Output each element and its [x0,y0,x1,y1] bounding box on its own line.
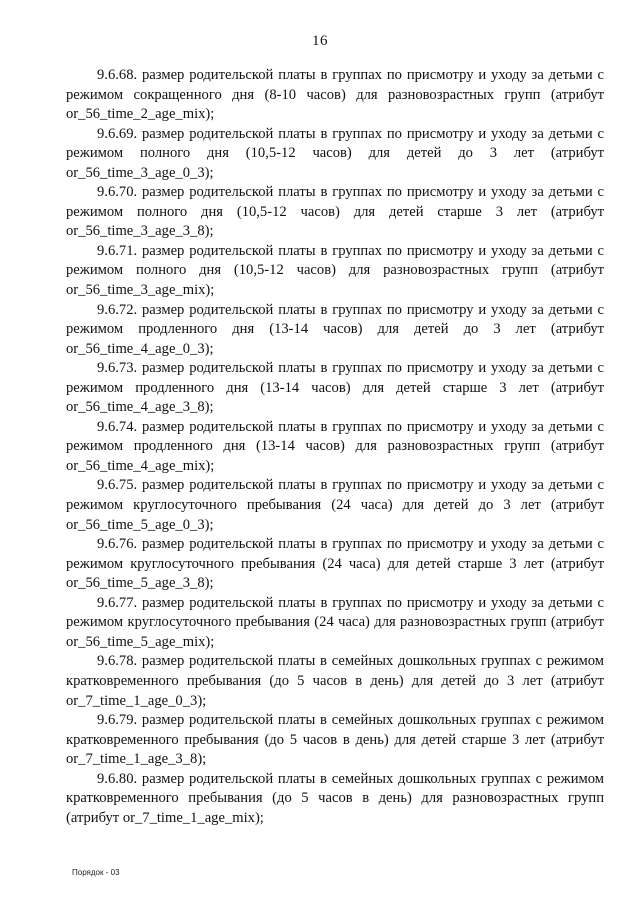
paragraph-9-6-69: 9.6.69. размер родительской платы в группах по присмотру и уходу за детьми с режимом полного дня (10,5-12 часов) для детей до 3 лет (атрибут or_56_time_3_age_0_3); [66,125,604,181]
paragraph-9-6-73: 9.6.73. размер родительской платы в группах по присмотру и уходу за детьми с режимом продленного дня (13-14 часов) для детей старше 3 лет (атрибут or_56_time_4_age_3_8); [66,360,604,416]
paragraph-9-6-77: 9.6.77. размер родительской платы в группах по присмотру и уходу за детьми с режимом круглосуточного пребывания (24 часа) для разновозрастных групп (атрибут or_56_time_5_age_mix); [66,594,604,650]
paragraph-9-6-71: 9.6.71. размер родительской платы в группах по присмотру и уходу за детьми с режимом полного дня (10,5-12 часов) для разновозрастных групп (атрибут or_56_time_3_age_mix); [66,242,604,299]
paragraph-9-6-78: 9.6.78. размер родительской платы в семейных дошкольных группах с режимом кратковременного пребывания (до 5 часов в день) для детей до 3 лет (атрибут or_7_time_1_age_0_3); [66,653,604,709]
paragraph-9-6-80: 9.6.80. размер родительской платы в семейных дошкольных группах с режимом кратковременного пребывания (до 5 часов в день) для разновозрастных групп (атрибут or_7_time_1_age_mix); [66,770,604,826]
paragraph-9-6-72: 9.6.72. размер родительской платы в группах по присмотру и уходу за детьми с режимом продленного дня (13-14 часов) для детей до 3 лет (атрибут or_56_time_4_age_0_3); [66,301,604,357]
paragraph-9-6-68: 9.6.68. размер родительской платы в группах по присмотру и уходу за детьми с режимом сокращенного дня (8-10 часов) для разновозрастных групп (атрибут or_56_time_2_age_mix); [66,67,604,123]
footer-label: Порядок - 03 [72,868,120,877]
paragraph-9-6-79: 9.6.79. размер родительской платы в семейных дошкольных группах с режимом кратковременного пребывания (до 5 часов в день) для детей старше 3 лет (атрибут or_7_time_1_age_3_8); [66,712,604,768]
paragraph-9-6-75: 9.6.75. размер родительской платы в группах по присмотру и уходу за детьми с режимом круглосуточного пребывания (24 часа) для детей до 3 лет (атрибут or_56_time_5_age_0_3); [66,477,604,533]
paragraph-9-6-74: 9.6.74. размер родительской платы в группах по присмотру и уходу за детьми с режимом продленного дня (13-14 часов) для разновозрастных групп (атрибут or_56_time_4_age_mix); [66,418,604,474]
body-text [66,66,604,828]
paragraph-9-6-76: 9.6.76. размер родительской платы в группах по присмотру и уходу за детьми с режимом круглосуточного пребывания (24 часа) для детей старше 3 лет (атрибут or_56_time_5_age_3_8); [66,536,604,592]
page-number: 16 [312,33,328,49]
paragraph-9-6-70: 9.6.70. размер родительской платы в группах по присмотру и уходу за детьми с режимом полного дня (10,5-12 часов) для детей старше 3 лет (атрибут or_56_time_3_age_3_8); [66,184,604,240]
